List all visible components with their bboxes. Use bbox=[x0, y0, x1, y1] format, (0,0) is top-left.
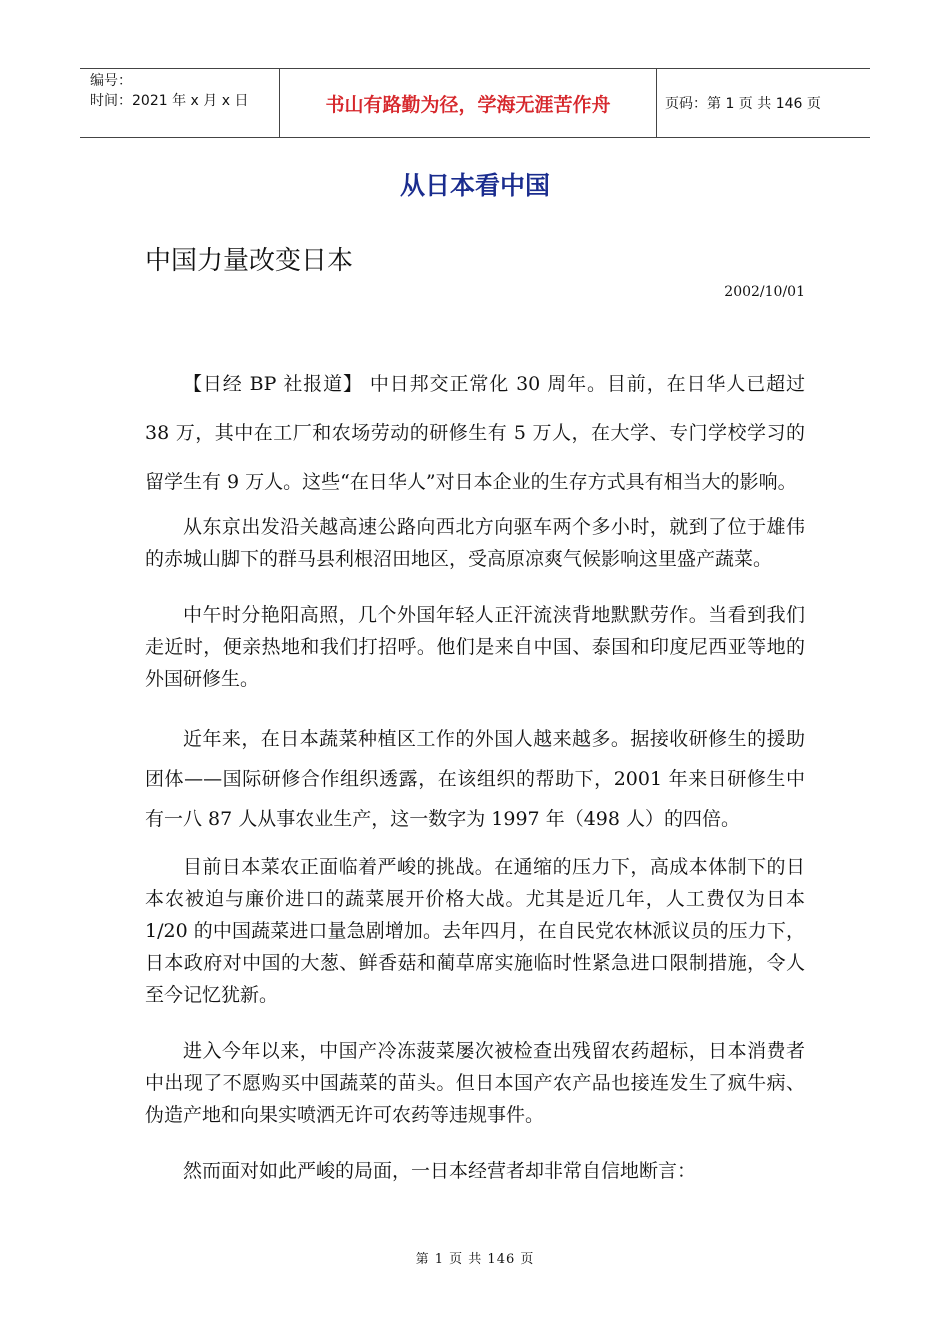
article-date: 2002/10/01 bbox=[724, 284, 805, 300]
header-page-info: 页码：第 1 页 共 146 页 bbox=[665, 96, 821, 112]
document-title: 从日本看中国 bbox=[399, 171, 550, 200]
header-table bbox=[80, 68, 870, 138]
paragraph: 进入今年以来，中国产冷冻菠菜屡次被检查出残留农药超标，日本消费者中出现了不愿购买中国蔬菜的苗头。但日本国产农产品也接连发生了疯牛病、伪造产地和向果实喷洒无许可农药等违规事件。 bbox=[145, 1040, 805, 1126]
time-label: 时间：2021 年 x 月 x 日 bbox=[90, 93, 249, 109]
paragraph: 然而面对如此严峻的局面，一日本经营者却非常自信地断言： bbox=[183, 1160, 697, 1182]
header-meta bbox=[80, 69, 280, 137]
paragraph: 目前日本菜农正面临着严峻的挑战。在通缩的压力下，高成本体制下的日本农被迫与廉价进口的蔬菜展开价格大战。尤其是近几年，人工费仅为日本 1/20 的中国蔬菜进口量急剧增加。去年四月，在自民党农林派议员的压力下，日本政府对中国的大葱、鲜香菇和蔺草席实施临时性紧急进口限制措施，令人至今记忆犹新。 bbox=[145, 856, 805, 1006]
paragraph: 【日经 BP 社报道】 中日邦交正常化 30 周年。目前，在日华人已超过 38 万，其中在工厂和农场劳动的研修生有 5 万人，在大学、专门学校学习的留学生有 9 万人。这些“在日华人”对日本企业的生存方式具有相当大的影响。 bbox=[145, 373, 805, 493]
header-motto: 书山有路勤为径，学海无涯苦作舟 bbox=[280, 69, 657, 137]
paragraph: 中午时分艳阳高照，几个外国年轻人正汗流浃背地默默劳作。当看到我们走近时，便亲热地和我们打招呼。他们是来自中国、泰国和印度尼西亚等地的外国研修生。 bbox=[145, 604, 805, 690]
paragraph: 从东京出发沿关越高速公路向西北方向驱车两个多小时，就到了位于雄伟的赤城山脚下的群马县利根沼田地区，受高原凉爽气候影响这里盛产蔬菜。 bbox=[145, 516, 805, 570]
page-footer: 第 1 页 共 146 页 bbox=[415, 1252, 535, 1267]
paragraph: 近年来，在日本蔬菜种植区工作的外国人越来越多。据接收研修生的援助团体——国际研修合作组织透露，在该组织的帮助下，2001 年来日研修生中有一八 87 人从事农业生产，这一数字为 1997 年（498 人）的四倍。 bbox=[145, 728, 805, 830]
article-subtitle: 中国力量改变日本 bbox=[145, 246, 354, 276]
article-body bbox=[145, 360, 805, 1187]
number-label: 编号： bbox=[90, 73, 132, 89]
